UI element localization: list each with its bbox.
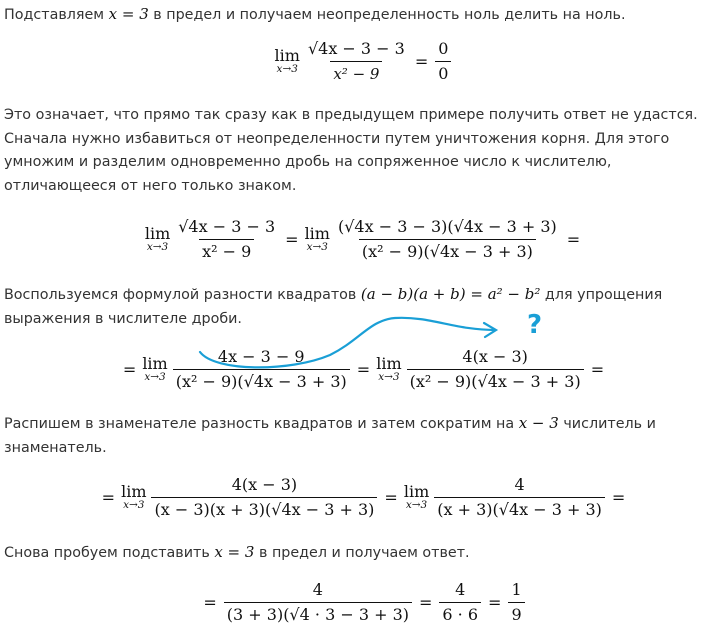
paragraph-factor bbox=[4, 412, 719, 460]
equals-sign: = bbox=[566, 229, 581, 249]
limit-operator bbox=[376, 355, 401, 383]
equals-sign: = bbox=[414, 51, 429, 71]
text-segment: Распишем в знаменателе разность квадратов и затем сократим на bbox=[4, 416, 519, 432]
lim-label: lim bbox=[121, 482, 147, 501]
denominator: (x² − 9)(√4x − 3 + 3) bbox=[407, 369, 584, 392]
lim-subscript: x→3 bbox=[146, 241, 169, 253]
lim-label: lim bbox=[376, 354, 402, 373]
lim-subscript: x→3 bbox=[276, 63, 298, 75]
equals-sign: = bbox=[101, 487, 116, 507]
text-segment: в предел и получаем неопределенность ноль делить на ноль. bbox=[148, 7, 626, 23]
inline-math: x = 3 bbox=[108, 5, 149, 23]
inline-math: (a − b)(a + b) = a² − b² bbox=[360, 285, 541, 303]
text-segment: для упрощения выражения в числителе дроби. bbox=[4, 287, 663, 327]
paragraph-substitute-again bbox=[4, 541, 719, 566]
numerator: (√4x − 3 − 3)(√4x − 3 + 3) bbox=[337, 216, 557, 236]
lim-subscript: x→3 bbox=[144, 371, 166, 383]
fraction bbox=[335, 217, 560, 262]
text-segment: Подставляем bbox=[4, 7, 109, 23]
denominator: 0 bbox=[435, 61, 451, 84]
paragraph-explanation: Это означает, что прямо так сразу как в предыдущем примере получить ответ не удастся. Сначала нужно избавиться от неопределенности путем уничтожения корня. Для этого умножим и разделим одновременно дробь на сопряженное число к числителю, отличающееся от него только знаком. bbox=[4, 107, 698, 194]
equals-sign: = bbox=[203, 592, 217, 612]
formula-2 bbox=[0, 212, 727, 266]
formula-3 bbox=[0, 342, 727, 396]
formula-1 bbox=[0, 36, 727, 86]
equals-sign: = bbox=[122, 359, 137, 379]
fraction bbox=[305, 39, 408, 84]
numerator: 4 bbox=[514, 474, 525, 494]
numerator: 4 bbox=[455, 579, 466, 599]
fraction bbox=[175, 217, 278, 262]
numerator: 4(x − 3) bbox=[231, 474, 298, 494]
formula-5 bbox=[0, 575, 727, 629]
lim-label: lim bbox=[304, 224, 330, 243]
fraction bbox=[151, 475, 377, 520]
lim-subscript: x→3 bbox=[405, 499, 428, 511]
text-segment: числитель и знаменатель. bbox=[4, 416, 656, 456]
fraction bbox=[224, 580, 412, 625]
equals-sign: = bbox=[384, 487, 398, 507]
lim-label: lim bbox=[144, 224, 171, 243]
text-segment: Воспользуемся формулой разности квадратов bbox=[4, 287, 361, 303]
lim-label: lim bbox=[142, 354, 168, 373]
numerator: √4x − 3 − 3 bbox=[307, 38, 405, 58]
fraction bbox=[407, 347, 584, 392]
text-segment: в предел и получаем ответ. bbox=[254, 545, 470, 561]
limit-operator bbox=[145, 225, 170, 253]
fraction bbox=[173, 347, 350, 392]
denominator: (x − 3)(x + 3)(√4x − 3 + 3) bbox=[151, 497, 377, 520]
annotation-question-mark: ? bbox=[527, 310, 543, 340]
lim-subscript: x→3 bbox=[306, 241, 328, 253]
lim-label: lim bbox=[274, 46, 300, 65]
limit-operator bbox=[121, 483, 146, 511]
numerator: 1 bbox=[511, 579, 522, 599]
lim-label: lim bbox=[403, 482, 430, 501]
denominator: (x + 3)(√4x − 3 + 3) bbox=[434, 497, 605, 520]
numerator: 0 bbox=[438, 38, 449, 58]
denominator: (x² − 9)(√4x − 3 + 3) bbox=[173, 369, 350, 392]
denominator: x² − 9 bbox=[199, 239, 254, 262]
denominator: (x² − 9)(√4x − 3 + 3) bbox=[359, 239, 536, 262]
fraction-final bbox=[508, 580, 524, 625]
lim-subscript: x→3 bbox=[123, 499, 145, 511]
equals-sign: = bbox=[419, 592, 433, 612]
equals-sign: = bbox=[356, 359, 371, 379]
denominator: x² − 9 bbox=[330, 61, 382, 84]
paragraph-substitute bbox=[4, 3, 719, 28]
numerator: √4x − 3 − 3 bbox=[178, 216, 276, 236]
inline-math: x = 3 bbox=[214, 543, 255, 561]
fraction bbox=[439, 580, 481, 625]
fraction bbox=[434, 475, 605, 520]
formula-4 bbox=[0, 470, 727, 524]
equals-sign: = bbox=[488, 592, 502, 612]
numerator: 4 bbox=[312, 579, 323, 599]
denominator: (3 + 3)(√4 · 3 − 3 + 3) bbox=[224, 602, 412, 625]
denominator: 9 bbox=[508, 602, 524, 625]
denominator: 6 · 6 bbox=[439, 602, 481, 625]
inline-math: x − 3 bbox=[518, 414, 559, 432]
text-segment: Снова пробуем подставить bbox=[4, 545, 215, 561]
numerator: 4x − 3 − 9 bbox=[217, 346, 305, 366]
equals-sign: = bbox=[611, 487, 626, 507]
equals-sign: = bbox=[590, 359, 605, 379]
paragraph-difference-of-squares bbox=[4, 283, 719, 331]
limit-operator bbox=[305, 225, 330, 253]
equals-sign: = bbox=[285, 229, 299, 249]
limit-operator bbox=[142, 355, 167, 383]
lim-subscript: x→3 bbox=[378, 371, 400, 383]
fraction-result bbox=[435, 39, 451, 84]
limit-operator bbox=[404, 483, 429, 511]
limit-operator bbox=[275, 47, 300, 75]
numerator: 4(x − 3) bbox=[462, 346, 528, 366]
